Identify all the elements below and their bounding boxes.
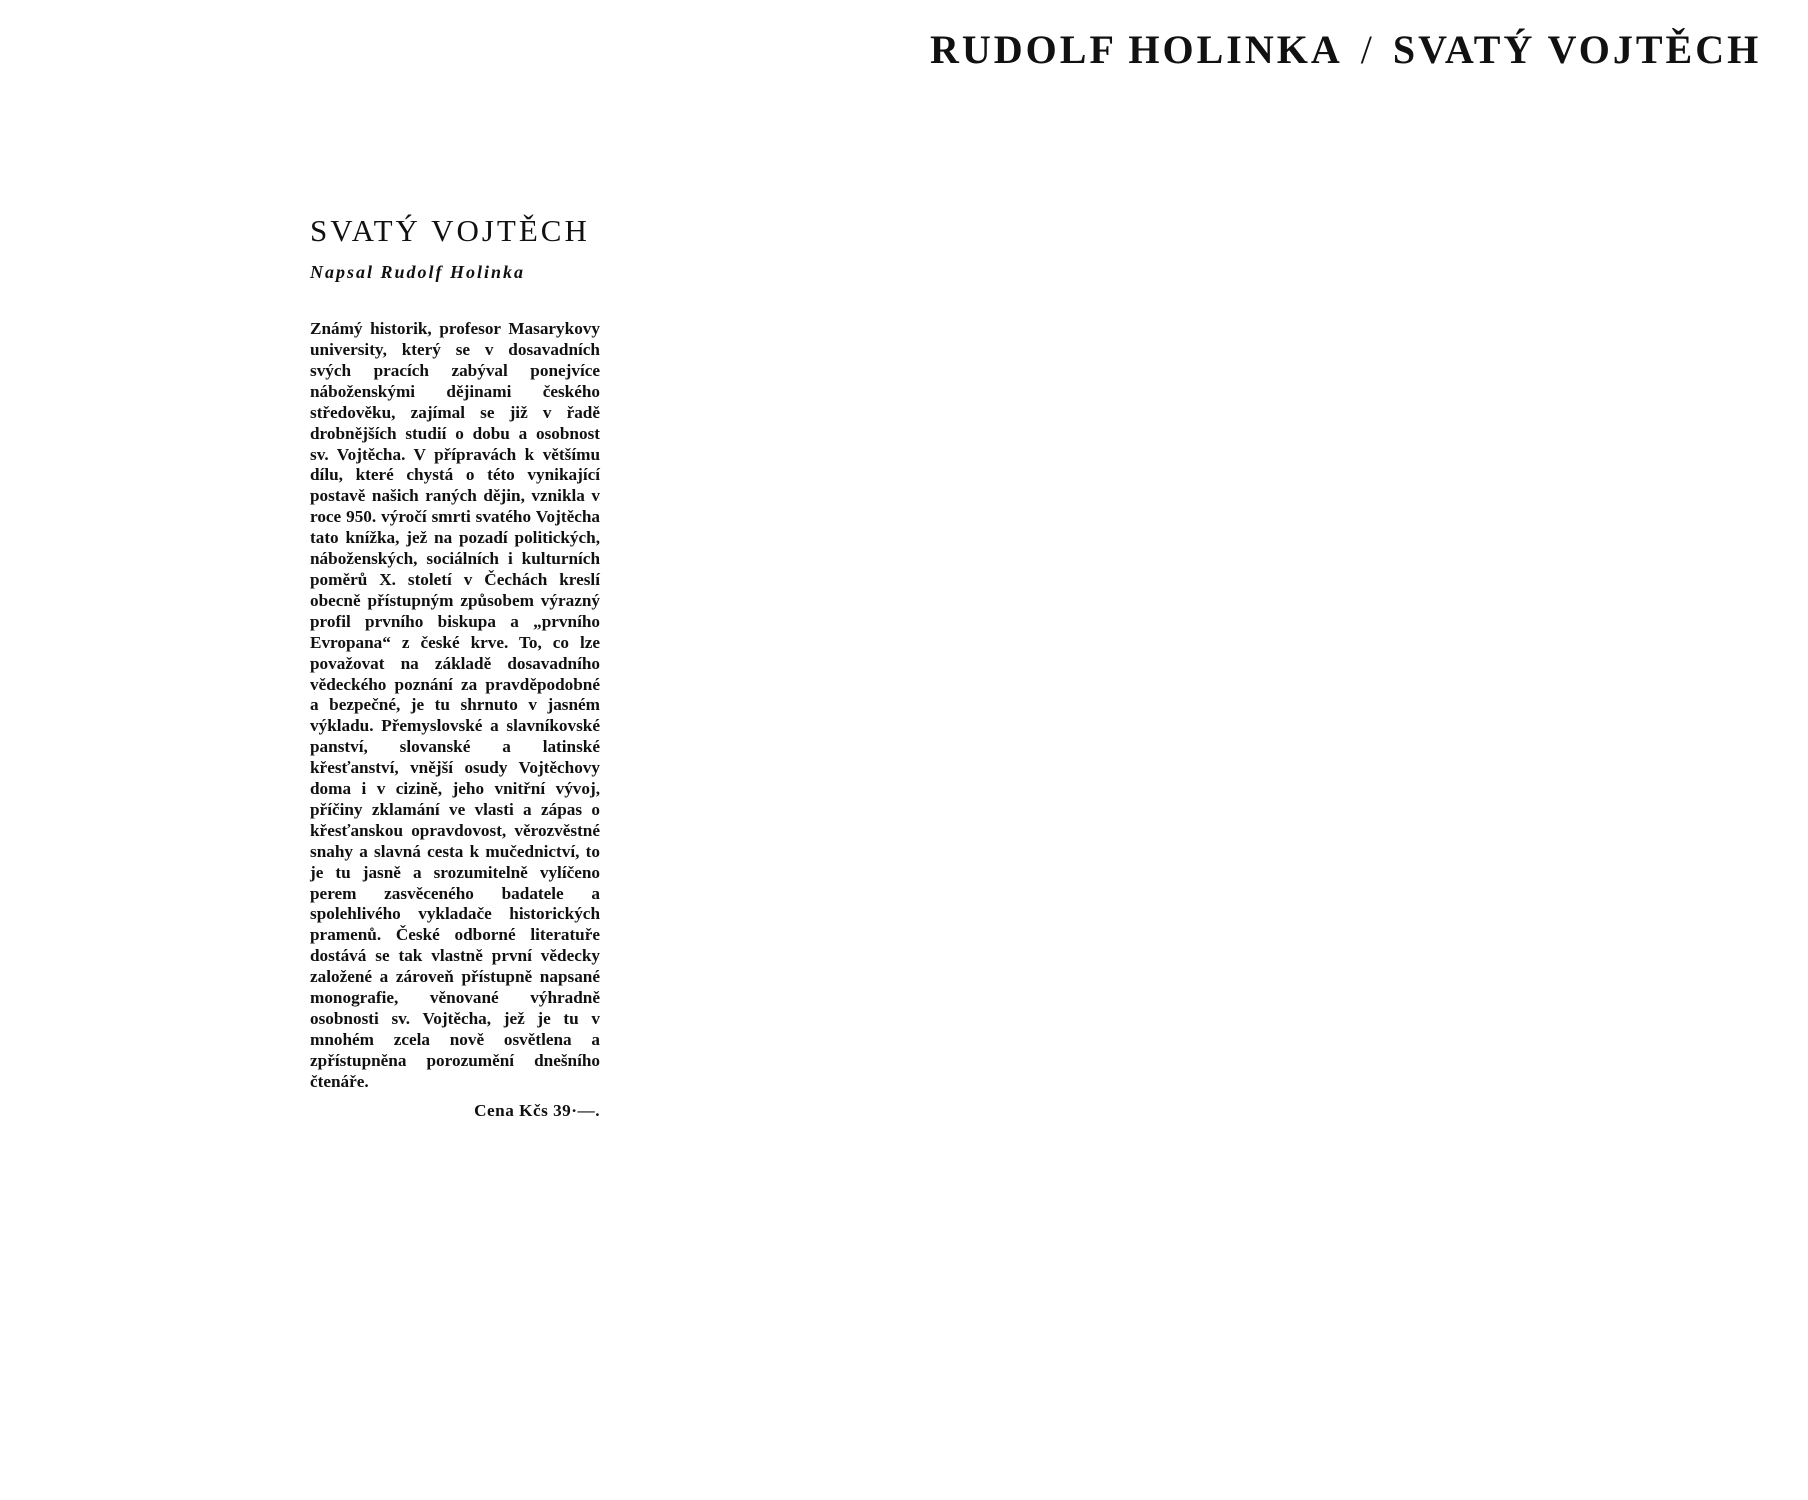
spine-book-title: SVATÝ VOJTĚCH — [1392, 27, 1762, 72]
spine-title — [930, 27, 1762, 72]
jacket-flap — [310, 214, 600, 1121]
spine-separator: / — [1360, 27, 1375, 72]
spine-author: RUDOLF HOLINKA — [930, 27, 1343, 72]
price-line: Cena Kčs 39·—. — [474, 1100, 600, 1120]
book-title: SVATÝ VOJTĚCH — [310, 213, 590, 248]
blurb-text: Známý historik, profesor Masarykovy university, který se v dosavadních svých pracích zabýval ponejvíce náboženskými dějinami českého středověku, zajímal se již v řadě drobnějších studií o dobu a osobnost sv. Vojtěcha. V přípravách k většímu dílu, které chystá o této vynikající postavě našich raných dějin, vznikla v roce 950. výročí smrti svatého Vojtěcha tato knížka, jež na pozadí politických, náboženských, sociálních i kulturních poměrů X. století v Čechách kreslí obecně přístupným způsobem výrazný profil prvního biskupa a „prvního Evropana“ z české krve. To, co lze považovat na základě dosavadního vědeckého poznání za pravděpodobné a bezpečné, je tu shrnuto v jasném výkladu. Přemyslovské a slavníkovské panství, slovanské a latinské křesťanství, vnější osudy Vojtěchovy doma i v cizině, jeho vnitřní vývoj, příčiny zklamání ve vlasti a zápas o křesťanskou opravdovost, věrozvěstné snahy a slavná cesta k mučednictví, to je tu jasně a srozumitelně vylíčeno perem zasvěceného badatele a spolehlivého vykladače historických pramenů. České odborné literatuře dostává se tak vlastně první vědecky založené a zároveň přístupně napsané monografie, věnované výhradně osobnosti sv. Vojtěcha, jež je tu v mnohém zcela nově osvětlena a zpřístupněna porozumění dnešního čtenáře. — [310, 319, 600, 1091]
book-author-line: Napsal Rudolf Holinka — [310, 262, 526, 283]
